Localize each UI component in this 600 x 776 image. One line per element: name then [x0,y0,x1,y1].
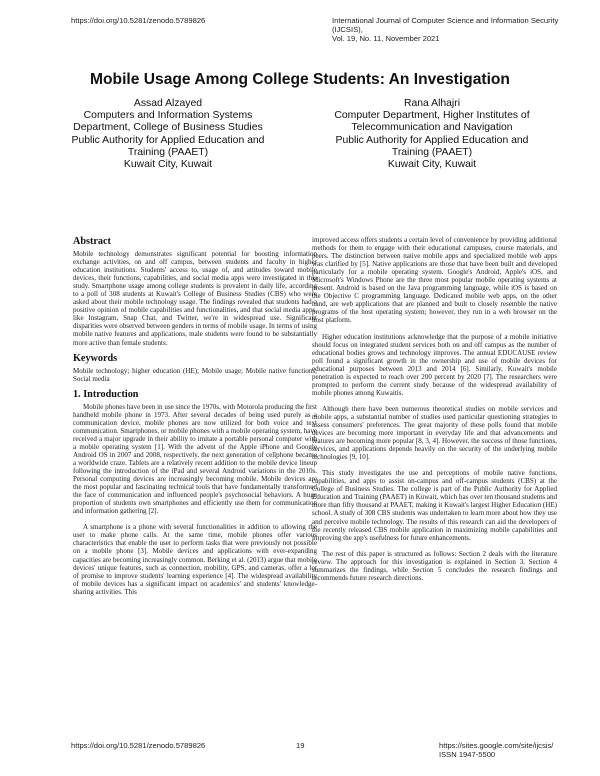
abstract-text: Mobile technology demonstrates significant potential for boosting information exchange activities, on and off campus, between students and faculty in higher education institutions. Students' access to, usage of, and attitudes toward mobile devices, their functions, capabilities, and social media apps were investigated in this study. Smartphone usage among college students is prevalent in daily life, according to a poll of 308 students at Kuwait's College of Business Studies (CBS) who were asked about their mobile technology usage. The findings revealed that students had a positive opinion of mobile capabilities and functionalities, and that social media apps, like Instagram, Snap Chat, and Twitter, we're in widespread use. Significant disparities were observed between genders in terms of mobile usage. In terms of using mobile native features and applications, male students were found to be substantially more active than female students. [73,250,317,347]
body-paragraph: The rest of this paper is structured as follows: Section 2 deals with the literature review. The approach for this investigation is explained in Section 3. Section 4 summarizes the findings, while Section 5 concludes the research findings and recommends future research directions. [312,549,557,582]
author-affiliation-line: Computer Department, Higher Institutes of [334,110,530,122]
keywords-text: Mobile technology; higher education (HE); Mobile usage; Mobile native functions; Social media [73,366,317,383]
header-journal [332,16,572,43]
footer-journal-info [439,741,553,759]
paper-title: Mobile Usage Among College Students: An Investigation [90,71,510,88]
header-journal-line1: International Journal of Computer Science and Information Security (IJCSIS), [332,16,559,34]
author-block-1 [36,98,300,171]
introduction-heading: 1. Introduction [73,388,139,400]
author-name: Rana Alhajri [403,98,461,109]
intro-paragraph: A smartphone is a phone with several functionalities in addition to allowing the user to make phone calls. At the same time, mobile phones offer various characteristics that enable the user to perform tasks that were previously not possible on a mobile phone [3]. Mobile devices and applications with ever-expanding capacities are becoming increasingly common. Berking et al. (2013) argue that mobile devices' unique features, such as connection, mobility, GPS, and cameras, offer a lot of promise to improve students' learning experience [4]. The widespread availability of mobile devices has a significant impact on academics' and students' knowledge-sharing activities. This [73,523,317,596]
author-affiliation-line: Kuwait City, Kuwait [387,159,477,171]
author-affiliation-line: Training (PAAET) [391,146,473,158]
author-affiliation-line: Computers and Information Systems [83,110,253,122]
author-affiliation-line: Public Authority for Applied Education and [335,134,529,146]
author-affiliation-line: Public Authority for Applied Education and [71,134,265,146]
right-column [312,236,557,582]
author-name: Assad Alzayed [133,98,203,109]
keywords-heading: Keywords [73,352,118,364]
body-paragraph: Higher education institutions acknowledge that the purpose of a mobile initiative should focus on integrated student services both on and off campus as the number of educational bodies grows and technology improves. The annual EDUCAUSE review poll found a significant growth in the ownership and use of mobile devices for educational purposes between 2013 and 2014 [6]. Similarly, Kuwait's mobile penetration is expected to reach over 200 percent by 2020 [7]. The researchers were prompted to perform the current study because of the widespread availability of mobile phones among Kuwaitis. [312,332,557,397]
intro-paragraph: Mobile phones have been in use since the 1970s, with Motorola producing the first handheld mobile phone in 1973. After several decades of being used purely as a communication device, mobile phones are now utilized for both voice and text communication. Smartphones, or mobile phones with a mobile operating system, have received a major upgrade in their ability to imitate a portable personal computer with a mobile operating system [1]. With the advent of the Apple iPhone and Google Android OS in 2007 and 2008, respectively, the next generation of cellphone became a worldwide craze. Tablets are a relatively recent addition to the mobile device lineup following the introduction of the iPad and several Android variations in the 2010s. Personal computing devices are increasingly becoming mobile. Mobile devices are the most popular and fascinating technical tools that have fundamentally transformed the face of communication and influenced people's psychosocial behaviors. A huge proportion of students own smartphones and efficiently use them for communication and information gathering [2]. [73,402,317,516]
author-affiliation-line: Kuwait City, Kuwait [123,159,213,171]
header-doi[interactable]: https://doi.org/10.5281/zenodo.5789826 [71,16,206,25]
left-column [73,236,317,596]
header-journal-line2: Vol. 19, No. 11, November 2021 [332,34,440,43]
body-paragraph: Although there have been numerous theoretical studies on mobile services and mobile apps, a substantial number of studies used particular questioning strategies to assess consumers' preferences. The great majority of these polls found that mobile devices are becoming more important in everyday life and that advancements and features are becoming more popular [8, 3, 4]. However, the success of those functions, services, and applications depends heavily on the security of the underlying mobile technologies [9, 10]. [312,404,557,462]
footer-doi[interactable]: https://doi.org/10.5281/zenodo.5789826 [71,741,206,750]
page-number: 19 [296,741,305,750]
author-affiliation-line: Telecommunication and Navigation [351,122,513,134]
body-paragraph: improved access offers students a certain level of convenience by providing additional methods for them to engage with their educational campuses, course materials, and peers. The distinction between native mobile apps and specialized mobile web apps was clarified by [5]. Native applications are those that have been built and developed particularly for a mobile operating system. Google's Android, Apple's iOS, and Microsoft's Windows Phone are the three most popular mobile operating systems at present. Android is based on the Java programming language, while iOS is based on the Objective C programming language. Dedicated mobile web apps, on the other hand, are web applications that are planned and built to closely resemble the native programs of the host operating system; however, they run in a web browser on the host platform. [312,236,557,325]
footer-issn: ISSN 1947-5500 [439,750,496,759]
author-affiliation-line: Department, College of Business Studies [73,122,263,134]
author-block-2 [300,98,564,171]
footer-url[interactable]: https://sites.google.com/site/ijcsis/ [439,741,554,750]
author-affiliation-line: Training (PAAET) [127,146,209,158]
body-paragraph: This study investigates the use and perceptions of mobile native functions, capabilities, and apps to assist on-campus and off-campus students (CBS) at the College of Business Studies. The college is part of the Public Authority for Applied Education and Training (PAAET) in Kuwait, which has over ten thousand students and more than fifty thousand at PAAET, making it Kuwait's largest Higher Education (HE) school. A study of 308 CBS students was undertaken to learn more about how they use and perceive mobile technology. The results of this research can aid the developers of the recently released CBS mobile application in maximizing mobile capabilities and improving the app's usefulness for future enhancements. [312,469,557,542]
abstract-heading: Abstract [73,236,111,247]
